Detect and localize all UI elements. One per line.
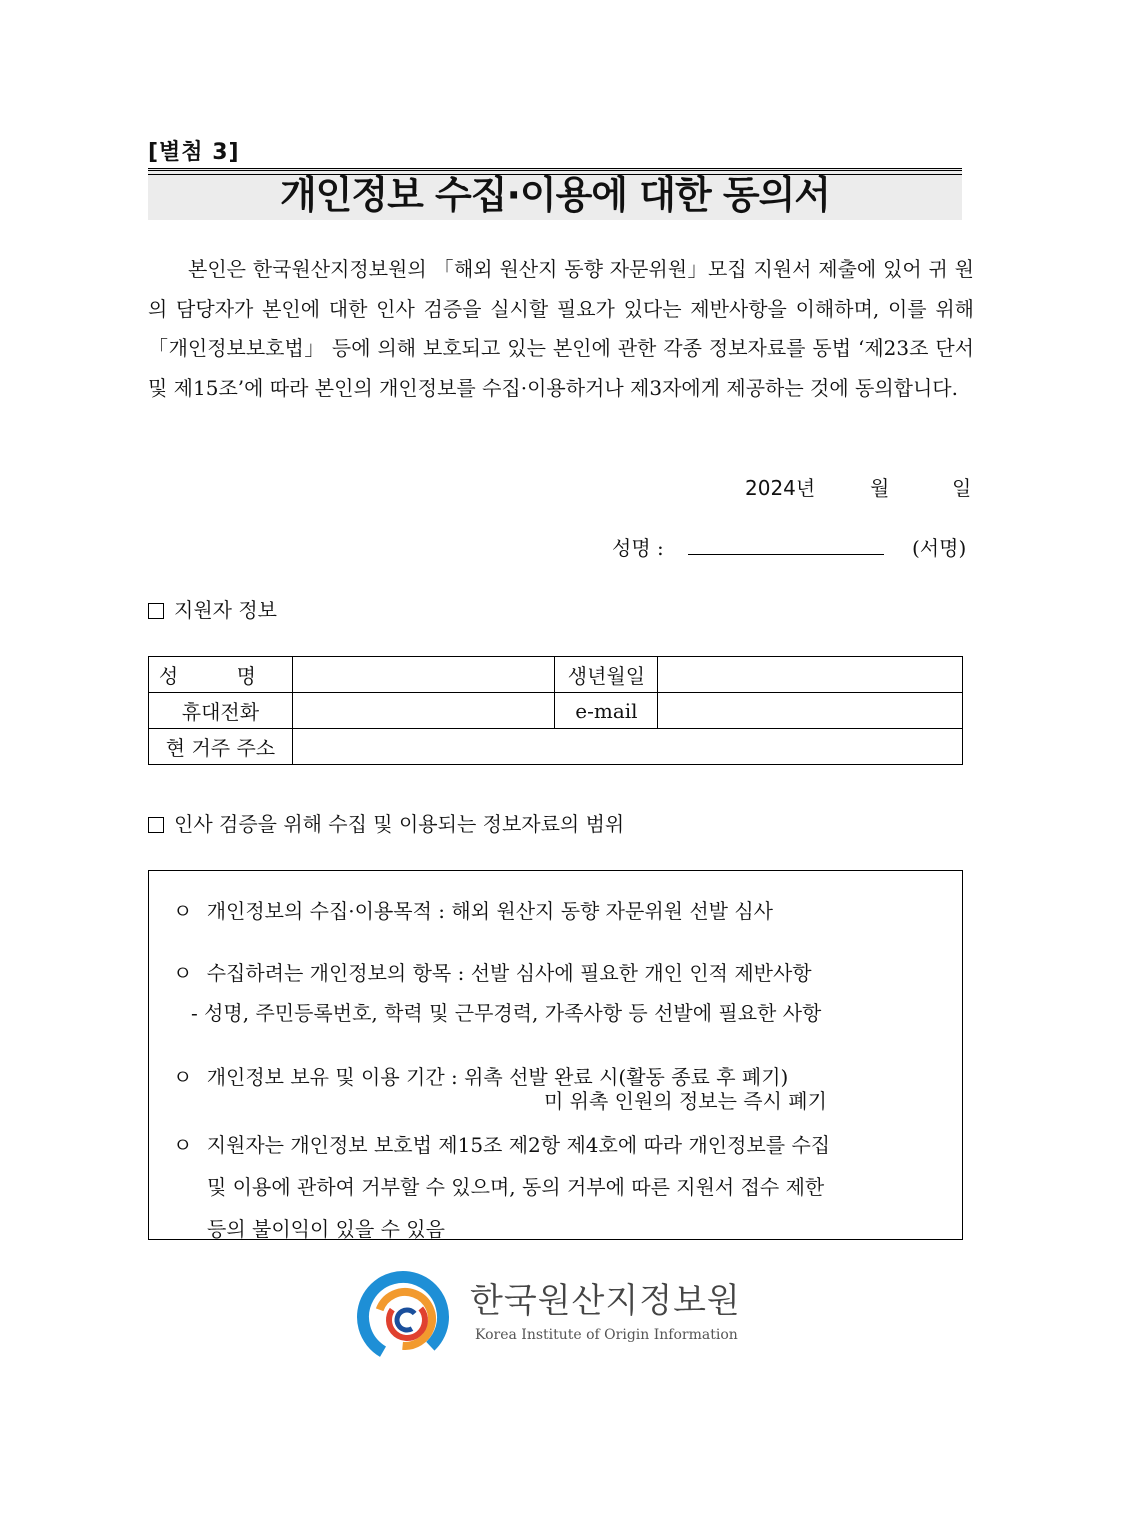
consent-text: 본인은 한국원산지정보원의 「해외 원산지 동향 자문위원」모집 지원서 제출에 있어 귀 원의 담당자가 본인에 대한 인사 검증을 실시할 필요가 있다는 제반사항을 이해하며, 이를 위해 「개인정보보호법」 등에 의해 보호되고 있는 본인에 관한 각종 정보자료를 동법 ‘제23조 단서 및 제15조’에 따라 본인의 개인정보를 수집·이용하거나 제3자에게 제공하는 것에 동의합니다. [148, 257, 974, 400]
items-subtext: - 성명, 주민등록번호, 학력 및 근무경력, 가족사항 등 선발에 필요한 사항 [191, 1001, 822, 1025]
date-year: 2024년 [745, 476, 816, 500]
consent-paragraph [148, 250, 974, 408]
refusal-text-cont1: 및 이용에 관하여 거부할 수 있으며, 동의 거부에 따른 지원서 접수 제한 [207, 1175, 825, 1199]
period-text: 개인정보 보유 및 이용 기간 : 위촉 선발 완료 시(활동 종료 후 폐기) [206, 1065, 789, 1089]
bullet-icon: ㅇ [173, 1133, 193, 1157]
section-checkbox-icon [148, 817, 164, 833]
refusal-text-cont2: 등의 불이익이 있을 수 있음 [207, 1217, 445, 1241]
list-item [173, 1129, 830, 1158]
address-label: 현 거주 주소 [149, 729, 293, 765]
email-field[interactable] [658, 693, 963, 729]
bullet-icon: ㅇ [173, 1065, 193, 1089]
applicant-heading-text: 지원자 정보 [174, 598, 277, 622]
logo-swirl-icon [355, 1265, 455, 1365]
attachment-label: [별첨 3] [148, 140, 240, 165]
email-label: e-mail [555, 693, 658, 729]
items-text: 수집하려는 개인정보의 항목 : 선발 심사에 필요한 개인 인적 제반사항 [206, 961, 812, 985]
name-field[interactable] [292, 657, 555, 693]
table-row [149, 657, 963, 693]
list-item [173, 895, 773, 924]
signature-label: 성명 : [612, 536, 664, 560]
period-subtext: 미 위촉 인원의 정보는 즉시 폐기 [544, 1089, 827, 1113]
list-item [173, 957, 812, 986]
mobile-field[interactable] [292, 693, 555, 729]
date-day: 일 [952, 476, 972, 500]
logo-name-ko: 한국원산지정보원 [470, 1281, 741, 1321]
institute-logo [355, 1265, 755, 1365]
date-row [600, 472, 974, 502]
table-row [149, 729, 963, 765]
section-checkbox-icon [148, 603, 164, 619]
applicant-section-heading [148, 594, 277, 622]
purpose-text: 개인정보의 수집·이용목적 : 해외 원산지 동향 자문위원 선발 심사 [206, 899, 773, 923]
bullet-icon: ㅇ [173, 961, 193, 985]
logo-name-en: Korea Institute of Origin Information [475, 1327, 738, 1343]
birthdate-field[interactable] [658, 657, 963, 693]
refusal-text: 지원자는 개인정보 보호법 제15조 제2항 제4호에 따라 개인정보를 수집 [206, 1133, 831, 1157]
address-field[interactable] [292, 729, 962, 765]
name-label: 성 명 [149, 657, 293, 693]
table-row [149, 693, 963, 729]
signature-row [560, 532, 974, 562]
mobile-label: 휴대전화 [149, 693, 293, 729]
birthdate-label: 생년월일 [555, 657, 658, 693]
range-heading-text: 인사 검증을 위해 수집 및 이용되는 정보자료의 범위 [174, 812, 625, 836]
date-month: 월 [870, 476, 890, 500]
signature-line[interactable] [688, 554, 884, 555]
bullet-icon: ㅇ [173, 899, 193, 923]
signature-suffix: (서명) [912, 536, 967, 560]
range-section-heading [148, 808, 624, 836]
range-box [148, 870, 963, 1240]
page-title: 개인정보 수집·이용에 대한 동의서 [279, 173, 831, 217]
applicant-info-table [148, 656, 963, 765]
